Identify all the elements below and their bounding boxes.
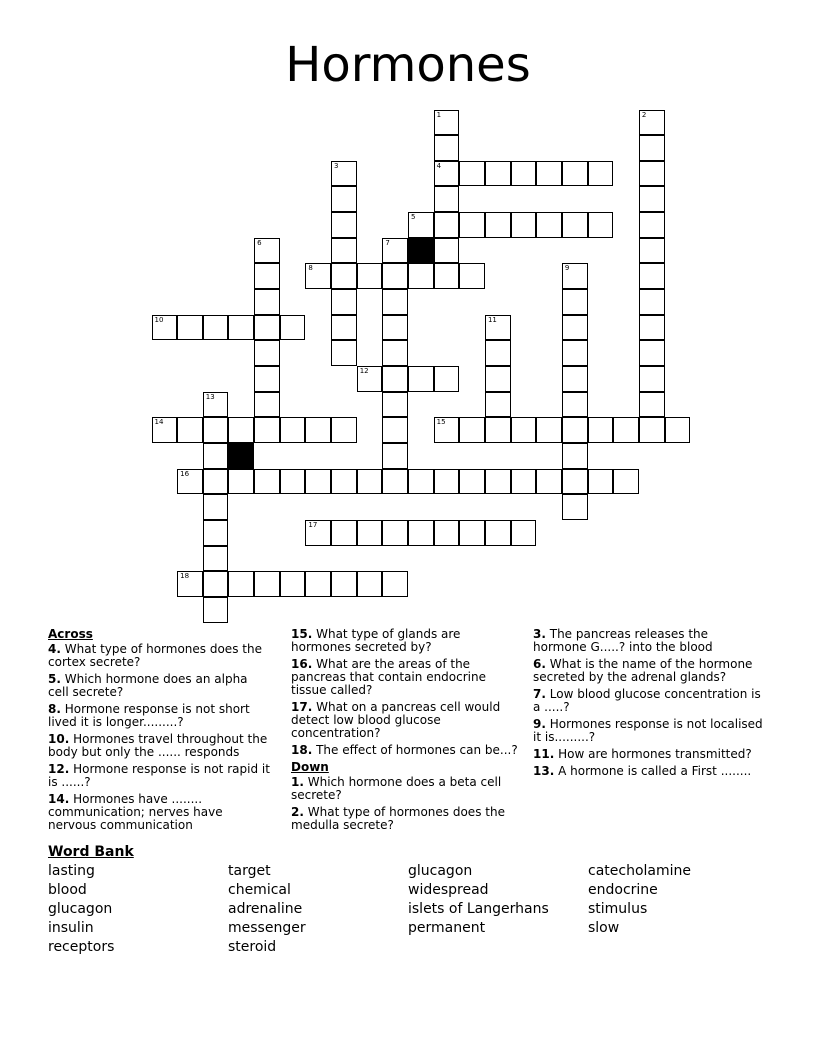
grid-cell[interactable]	[331, 340, 357, 366]
word-bank-word: target	[228, 863, 271, 879]
clue-number: 7	[385, 238, 390, 247]
grid-cell[interactable]	[639, 110, 665, 136]
grid-cell[interactable]	[177, 417, 203, 443]
clue-across-8: 8. Hormone response is not short lived it is longer.........?	[48, 702, 250, 729]
word-bank-word: insulin	[48, 920, 94, 936]
grid-cell[interactable]	[434, 135, 460, 161]
clues-column-2	[291, 628, 523, 836]
grid-cell[interactable]	[434, 212, 460, 238]
word-bank-word: glucagon	[408, 863, 473, 879]
word-bank-word: stimulus	[588, 901, 648, 917]
grid-cell[interactable]	[203, 494, 229, 520]
grid-cell[interactable]	[562, 212, 588, 238]
grid-cell[interactable]	[382, 340, 408, 366]
grid-cell[interactable]	[254, 571, 280, 597]
grid-cell[interactable]	[331, 469, 357, 495]
grid-cell[interactable]	[434, 186, 460, 212]
grid-cell[interactable]	[357, 469, 383, 495]
grid-cell[interactable]	[459, 212, 485, 238]
grid-cell[interactable]	[588, 417, 614, 443]
grid-cell[interactable]	[331, 263, 357, 289]
grid-cell[interactable]	[331, 238, 357, 264]
grid-cell[interactable]	[331, 571, 357, 597]
grid-cell[interactable]	[485, 520, 511, 546]
clue-down-1: 1. Which hormone does a beta cell secrete?	[291, 775, 502, 802]
word-bank-word: lasting	[48, 863, 95, 879]
grid-cell[interactable]	[305, 263, 331, 289]
grid-cell[interactable]	[434, 110, 460, 136]
grid-cell[interactable]	[331, 212, 357, 238]
grid-cell[interactable]	[639, 186, 665, 212]
grid-cell[interactable]	[280, 469, 306, 495]
clue-number: 11	[487, 315, 497, 324]
word-bank-column	[588, 862, 691, 938]
grid-cell[interactable]	[665, 417, 691, 443]
word-bank-word: steroid	[228, 939, 277, 955]
clue-down-7: 7. Low blood glucose concentration is a .....?	[533, 687, 761, 714]
grid-cell[interactable]	[357, 520, 383, 546]
grid-cell[interactable]	[434, 366, 460, 392]
grid-cell[interactable]	[382, 289, 408, 315]
word-bank-word: catecholamine	[588, 863, 691, 879]
black-cell	[408, 238, 434, 264]
grid-cell[interactable]	[382, 315, 408, 341]
clue-number: 16	[180, 469, 190, 478]
grid-cell[interactable]	[203, 392, 229, 418]
grid-cell[interactable]	[331, 315, 357, 341]
grid-cell[interactable]	[511, 212, 537, 238]
grid-cell[interactable]	[203, 546, 229, 572]
page-title: Hormones	[285, 37, 531, 93]
down-heading: Down	[291, 760, 329, 774]
grid-cell[interactable]	[331, 186, 357, 212]
clue-across-12: 12. Hormone response is not rapid it is ......?	[48, 762, 270, 789]
grid-cell[interactable]	[152, 315, 178, 341]
grid-cell[interactable]	[562, 417, 588, 443]
word-bank-word: islets of Langerhans	[408, 901, 549, 917]
grid-cell[interactable]	[254, 366, 280, 392]
grid-cell[interactable]	[485, 469, 511, 495]
grid-cell[interactable]	[434, 263, 460, 289]
grid-cell[interactable]	[203, 597, 229, 623]
grid-cell[interactable]	[639, 263, 665, 289]
grid-cell[interactable]	[536, 161, 562, 187]
grid-cell[interactable]	[203, 571, 229, 597]
grid-cell[interactable]	[562, 315, 588, 341]
grid-cell[interactable]	[305, 571, 331, 597]
grid-cell[interactable]	[382, 571, 408, 597]
clue-down-11: 11. How are hormones transmitted?	[533, 747, 752, 761]
grid-cell[interactable]	[562, 469, 588, 495]
grid-cell[interactable]	[434, 520, 460, 546]
clue-number: 3	[334, 161, 339, 170]
clue-number: 13	[205, 392, 215, 401]
grid-cell[interactable]	[331, 289, 357, 315]
clue-number: 18	[180, 572, 190, 581]
grid-cell[interactable]	[254, 417, 280, 443]
word-bank-word: blood	[48, 882, 87, 898]
grid-cell[interactable]	[639, 289, 665, 315]
grid-cell[interactable]	[408, 469, 434, 495]
word-bank-column	[408, 862, 549, 938]
grid-cell[interactable]	[562, 263, 588, 289]
grid-cell[interactable]	[639, 238, 665, 264]
grid-cell[interactable]	[511, 520, 537, 546]
grid-cell[interactable]	[562, 392, 588, 418]
word-bank-word: receptors	[48, 939, 115, 955]
grid-cell[interactable]	[331, 520, 357, 546]
word-bank-word: chemical	[228, 882, 291, 898]
grid-cell[interactable]	[613, 469, 639, 495]
grid-cell[interactable]	[177, 315, 203, 341]
clue-across-18: 18. The effect of hormones can be...?	[291, 743, 518, 757]
grid-cell[interactable]	[382, 520, 408, 546]
grid-cell[interactable]	[613, 417, 639, 443]
grid-cell[interactable]	[536, 417, 562, 443]
grid-cell[interactable]	[382, 469, 408, 495]
clue-number: 14	[154, 418, 164, 427]
grid-cell[interactable]	[536, 212, 562, 238]
word-bank-word: messenger	[228, 920, 306, 936]
grid-cell[interactable]	[305, 417, 331, 443]
grid-cell[interactable]	[485, 366, 511, 392]
grid-cell[interactable]	[588, 212, 614, 238]
word-bank-word: widespread	[408, 882, 489, 898]
clue-across-17: 17. What on a pancreas cell would detect low blood glucose concentration?	[291, 700, 501, 740]
clues-column-1	[48, 628, 270, 836]
grid-cell[interactable]	[408, 212, 434, 238]
grid-cell[interactable]	[280, 315, 306, 341]
word-bank-column	[48, 862, 114, 957]
clue-down-9: 9. Hormones response is not localised it is.........?	[533, 717, 763, 744]
clue-number: 12	[359, 367, 369, 375]
grid-cell[interactable]	[203, 443, 229, 469]
grid-cell[interactable]	[639, 161, 665, 187]
grid-cell[interactable]	[485, 340, 511, 366]
grid-cell[interactable]	[254, 263, 280, 289]
grid-cell[interactable]	[639, 417, 665, 443]
word-bank-column	[228, 862, 306, 957]
grid-cell[interactable]	[485, 315, 511, 341]
grid-cell[interactable]	[382, 443, 408, 469]
grid-cell[interactable]	[382, 366, 408, 392]
grid-cell[interactable]	[459, 520, 485, 546]
grid-cell[interactable]	[331, 417, 357, 443]
grid-cell[interactable]	[408, 366, 434, 392]
grid-cell[interactable]	[228, 469, 254, 495]
grid-cell[interactable]	[639, 366, 665, 392]
grid-cell[interactable]	[588, 161, 614, 187]
grid-cell[interactable]	[305, 469, 331, 495]
clue-across-4: 4. What type of hormones does the cortex secrete?	[48, 642, 262, 669]
grid-cell[interactable]	[357, 366, 383, 392]
grid-cell[interactable]	[434, 161, 460, 187]
grid-cell[interactable]	[408, 520, 434, 546]
word-bank-word: endocrine	[588, 882, 658, 898]
grid-cell[interactable]	[177, 469, 203, 495]
grid-cell[interactable]	[639, 392, 665, 418]
grid-cell[interactable]	[562, 289, 588, 315]
word-bank-word: permanent	[408, 920, 486, 936]
clue-number: 15	[436, 418, 446, 427]
grid-cell[interactable]	[203, 469, 229, 495]
grid-cell[interactable]	[511, 161, 537, 187]
grid-cell[interactable]	[562, 494, 588, 520]
clue-number: 4	[436, 161, 442, 170]
clue-number: 6	[257, 238, 262, 247]
grid-cell[interactable]	[459, 263, 485, 289]
grid-cell[interactable]	[203, 417, 229, 443]
word-bank-word: adrenaline	[228, 901, 303, 917]
grid-cell[interactable]	[459, 417, 485, 443]
clue-across-16: 16. What are the areas of the pancreas that contain endocrine tissue called?	[291, 657, 486, 697]
grid-cell[interactable]	[485, 212, 511, 238]
grid-cell[interactable]	[639, 340, 665, 366]
clue-across-5: 5. Which hormone does an alpha cell secrete?	[48, 672, 248, 699]
clue-down-6: 6. What is the name of the hormone secreted by the adrenal glands?	[533, 657, 753, 684]
grid-cell[interactable]	[434, 469, 460, 495]
clue-down-3: 3. The pancreas releases the hormone G.....? into the blood	[533, 627, 713, 654]
clue-number: 17	[308, 520, 318, 529]
grid-cell[interactable]	[511, 469, 537, 495]
clue-number: 2	[641, 110, 647, 119]
clue-number: 9	[564, 264, 570, 273]
grid-cell[interactable]	[203, 315, 229, 341]
clue-number: 10	[154, 315, 164, 324]
grid-cell[interactable]	[562, 366, 588, 392]
grid-cell[interactable]	[562, 340, 588, 366]
grid-cell[interactable]	[305, 520, 331, 546]
clue-number: 8	[308, 264, 313, 273]
across-heading: Across	[48, 627, 93, 641]
grid-cell[interactable]	[588, 469, 614, 495]
clues-column-3	[533, 628, 763, 782]
grid-cell[interactable]	[639, 212, 665, 238]
grid-cell[interactable]	[459, 161, 485, 187]
grid-cell[interactable]	[254, 289, 280, 315]
grid-cell[interactable]	[177, 571, 203, 597]
clue-number: 5	[411, 213, 416, 222]
clue-across-10: 10. Hormones travel throughout the body but only the ...... responds	[48, 732, 268, 759]
grid-cell[interactable]	[639, 315, 665, 341]
clue-down-13: 13. A hormone is called a First ........	[533, 764, 752, 778]
grid-cell[interactable]	[382, 417, 408, 443]
clue-down-2: 2. What type of hormones does the medulla secrete?	[291, 805, 505, 832]
grid-cell[interactable]	[562, 161, 588, 187]
grid-cell[interactable]	[254, 340, 280, 366]
grid-cell[interactable]	[485, 417, 511, 443]
grid-cell[interactable]	[485, 392, 511, 418]
grid-cell[interactable]	[254, 469, 280, 495]
grid-cell[interactable]	[280, 571, 306, 597]
grid-cell[interactable]	[331, 161, 357, 187]
black-cell	[228, 443, 254, 469]
grid-cell[interactable]	[203, 520, 229, 546]
grid-cell[interactable]	[357, 263, 383, 289]
grid-cell[interactable]	[562, 443, 588, 469]
grid-cell[interactable]	[459, 469, 485, 495]
grid-cell[interactable]	[254, 238, 280, 264]
clue-number: 1	[436, 110, 442, 119]
grid-cell[interactable]	[382, 238, 408, 264]
word-bank-heading: Word Bank	[48, 844, 134, 860]
word-bank-word: glucagon	[48, 901, 113, 917]
grid-cell[interactable]	[357, 571, 383, 597]
grid-cell[interactable]	[434, 417, 460, 443]
grid-cell[interactable]	[228, 315, 254, 341]
word-bank-word: slow	[588, 920, 620, 936]
grid-cell[interactable]	[408, 263, 434, 289]
grid-cell[interactable]	[280, 417, 306, 443]
grid-cell[interactable]	[382, 263, 408, 289]
grid-cell[interactable]	[254, 392, 280, 418]
grid-cell[interactable]	[485, 161, 511, 187]
grid-cell[interactable]	[434, 238, 460, 264]
grid-cell[interactable]	[639, 135, 665, 161]
grid-cell[interactable]	[228, 571, 254, 597]
grid-cell[interactable]	[254, 315, 280, 341]
grid-cell[interactable]	[228, 417, 254, 443]
grid-cell[interactable]	[382, 392, 408, 418]
clue-across-15: 15. What type of glands are hormones secreted by?	[291, 627, 461, 654]
grid-cell[interactable]	[536, 469, 562, 495]
grid-cell[interactable]	[511, 417, 537, 443]
clue-across-14: 14. Hormones have ........ communication; nerves have nervous communication	[48, 792, 223, 832]
grid-cell[interactable]	[152, 417, 178, 443]
